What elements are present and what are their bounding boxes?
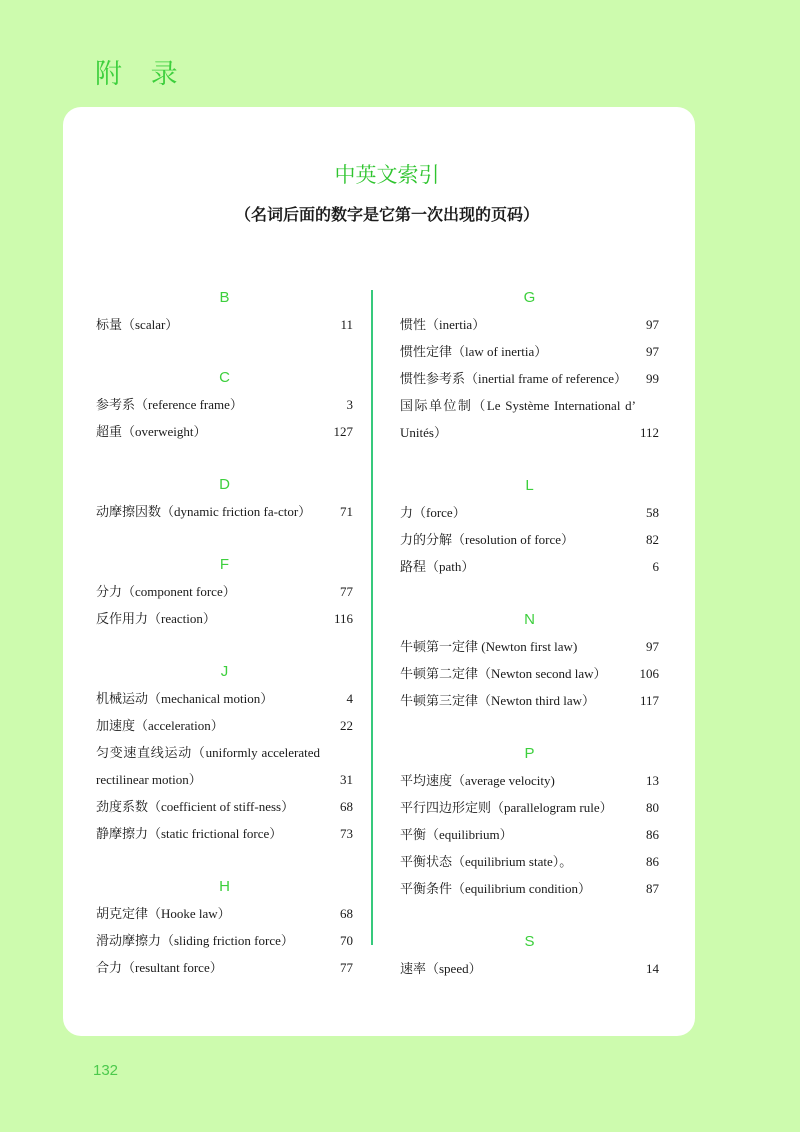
index-subtitle: （名词后面的数字是它第一次出现的页码）: [234, 205, 539, 224]
index-section-l: [400, 473, 659, 580]
entry-page: 73: [340, 826, 353, 841]
index-column-left: [96, 285, 353, 981]
index-entry: [400, 767, 659, 794]
entry-page: 117: [639, 693, 659, 708]
index-entry: [400, 875, 659, 902]
entry-page: 77: [340, 584, 353, 599]
entry-page: 99: [646, 371, 659, 386]
entry-page: 86: [646, 827, 659, 842]
entry-page: 68: [340, 799, 353, 814]
section-letter: D: [219, 476, 230, 493]
index-entry: [400, 821, 659, 848]
index-entry: [96, 578, 353, 605]
entry-page: 68: [340, 906, 353, 921]
index-entry: [96, 391, 353, 418]
entry-page: 6: [652, 559, 659, 574]
entry-term: 平衡（equilibrium）: [400, 827, 513, 842]
index-entry: [400, 526, 659, 553]
entry-term: 力（force）: [400, 505, 466, 520]
index-title: 中英文索引: [334, 163, 440, 187]
column-divider: [371, 290, 373, 945]
section-letter: S: [524, 933, 535, 950]
index-entry: [96, 927, 353, 954]
entry-term: 惯性（inertia）: [400, 317, 486, 332]
entry-page: 77: [340, 960, 353, 975]
entry-term: 滑动摩擦力（sliding friction force）: [96, 933, 294, 948]
entry-page: 4: [346, 691, 353, 706]
entry-page: 97: [646, 639, 659, 654]
entry-term: 牛顿第二定律（Newton second law）: [400, 666, 607, 681]
entry-term: 速率（speed）: [400, 961, 482, 976]
index-entry: [400, 794, 659, 821]
section-letter: G: [523, 289, 536, 306]
index-entry: [400, 365, 659, 392]
index-entry: [96, 605, 353, 632]
entry-term: 反作用力（reaction）: [96, 611, 216, 626]
entry-term: 路程（path）: [400, 559, 475, 574]
index-section-d: [96, 472, 353, 525]
section-letter: J: [220, 663, 229, 680]
entry-page: 112: [639, 425, 659, 440]
entry-page: 82: [646, 532, 659, 547]
entry-term: 牛顿第一定律 (Newton first law): [400, 639, 578, 654]
entry-page: 116: [333, 611, 353, 626]
entry-term: 国际单位制（Le Système International d’: [400, 398, 636, 413]
section-letter: H: [219, 878, 230, 895]
entry-term: 匀变速直线运动（uniformly accelerated: [96, 745, 320, 760]
entry-term: 合力（resultant force）: [96, 960, 223, 975]
index-section-g: [400, 285, 659, 446]
entry-page: 31: [340, 772, 353, 787]
entry-term: 分力（component force）: [96, 584, 236, 599]
page-number: 132: [93, 1062, 119, 1079]
entry-term-continued: Unités）: [400, 425, 447, 440]
index-entry-line: [96, 766, 353, 793]
index-entry: [400, 633, 659, 660]
entry-term-continued: rectilinear motion）: [96, 772, 202, 787]
index-entry-multiline: [96, 739, 353, 793]
entry-term: 参考系（reference frame）: [96, 397, 243, 412]
entry-term: 加速度（acceleration）: [96, 718, 224, 733]
index-entry: [96, 418, 353, 445]
entry-page: 11: [340, 317, 353, 332]
section-letter: C: [219, 369, 230, 386]
index-entry: [96, 793, 353, 820]
entry-page: 3: [346, 397, 353, 412]
entry-page: 14: [646, 961, 659, 976]
entry-term: 标量（scalar）: [96, 317, 179, 332]
index-section-h: [96, 874, 353, 981]
entry-term: 惯性参考系（inertial frame of reference）: [400, 371, 628, 386]
index-entry: [400, 848, 659, 875]
entry-term: 平衡条件（equilibrium condition）: [400, 881, 592, 896]
entry-term: 胡克定律（Hooke law）: [96, 906, 231, 921]
index-section-j: [96, 659, 353, 847]
entry-term: 动摩擦因数（dynamic friction fa-ctor）: [96, 504, 312, 519]
index-section-c: [96, 365, 353, 445]
entry-term: 平均速度（average velocity): [400, 773, 555, 788]
section-letter: F: [219, 556, 230, 573]
section-letter: P: [524, 745, 535, 762]
index-entry: [400, 311, 659, 338]
index-section-s: [400, 929, 659, 982]
entry-term: 静摩擦力（static frictional force）: [96, 826, 283, 841]
entry-term: 劲度系数（coefficient of stiff-ness）: [96, 799, 295, 814]
index-column-right: [400, 285, 659, 982]
entry-page: 87: [646, 881, 659, 896]
index-entry: [96, 820, 353, 847]
entry-term: 平行四边形定则（parallelogram rule）: [400, 800, 613, 815]
index-entry-line: [400, 419, 659, 446]
entry-page: 13: [646, 773, 659, 788]
index-section-b: [96, 285, 353, 338]
index-entry-multiline: [400, 392, 659, 446]
section-letter: N: [524, 611, 535, 628]
index-entry: [400, 499, 659, 526]
section-letter: L: [525, 477, 534, 494]
entry-term: 平衡状态（equilibrium state）。: [400, 854, 573, 869]
entry-page: 97: [646, 317, 659, 332]
index-section-n: [400, 607, 659, 714]
index-entry: [96, 900, 353, 927]
entry-page: 58: [646, 505, 659, 520]
index-entry: [400, 660, 659, 687]
entry-page: 106: [639, 666, 659, 681]
index-entry-line: [96, 739, 353, 766]
index-entry: [400, 955, 659, 982]
entry-page: 22: [340, 718, 353, 733]
index-entry: [96, 311, 353, 338]
index-entry: [96, 954, 353, 981]
index-entry: [96, 498, 353, 525]
entry-term: 力的分解（resolution of force）: [400, 532, 575, 547]
entry-page: 97: [646, 344, 659, 359]
entry-term: 超重（overweight）: [96, 424, 207, 439]
entry-page: 127: [333, 424, 353, 439]
index-entry: [96, 712, 353, 739]
section-letter: B: [219, 289, 230, 306]
index-entry-line: [400, 392, 659, 419]
entry-term: 机械运动（mechanical motion）: [96, 691, 274, 706]
entry-page: 71: [340, 504, 353, 519]
index-section-p: [400, 741, 659, 902]
index-entry: [400, 553, 659, 580]
entry-page: 70: [340, 933, 353, 948]
index-entry: [400, 687, 659, 714]
entry-term: 牛顿第三定律（Newton third law）: [400, 693, 595, 708]
index-entry: [96, 685, 353, 712]
entry-page: 86: [646, 854, 659, 869]
entry-page: 80: [646, 800, 659, 815]
entry-term: 惯性定律（law of inertia）: [400, 344, 548, 359]
appendix-heading: 附 录: [95, 59, 188, 90]
index-section-f: [96, 552, 353, 632]
index-entry: [400, 338, 659, 365]
